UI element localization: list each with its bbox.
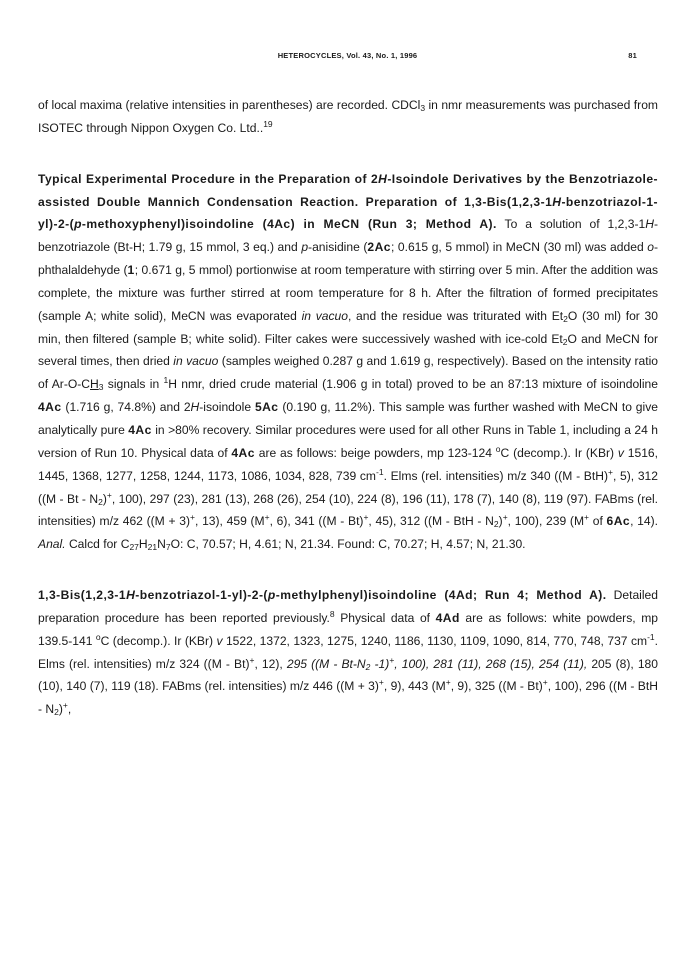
paragraph-procedure-4ad: 1,3-Bis(1,2,3-1H-benzotriazol-1-yl)-2-(p-methylphenyl)isoindoline (4Ad; Run 4; Method A). Detailed preparation procedure has been reported previously.$^8$ Physical data of 4Ad are as follows: white powders, mp 139.5-141 $^o$C (decomp.). Ir (KBr) v 1522, 1372, 1323, 1275, 1240, 1186, 1130, 1109, 1090, 814, 770, 748, 737 $cm^{-1}$. Elms (rel. intensities) m/z 324 ((M - Bt)+, 12), 295 (($M - Bt-N_2$ -1)+, 100), 281 (11), 268 (15), 254 (11), 205 (8), 180 (10), 140 (7), 119 (18). FABms (rel. intensities) m/z 446 ((M + 3)+, 9), 443 (M+, 9), 325 ((M - Bt)+, 100), 296 ((M - BtH - $N_2)^+$, bbox=[38, 588, 659, 718]
reference-marker: 19 bbox=[263, 118, 273, 129]
section-heading-4ad: 1,3-Bis(1,2,3-1H-benzotriazol-1-yl)-2-(p-methylphenyl)isoindoline (4Ad; Run 4; Method A). bbox=[38, 588, 607, 603]
page-body bbox=[38, 94, 658, 721]
paragraph-procedure-4ac: Typical Experimental Procedure in the Preparation of 2H-Isoindole Derivatives by the Benzotriazole-assisted Double Mannich Condensation Reaction. Preparation of 1,3-Bis(1,2,3-1H-benzotriazol-1-yl)-2-(p-methoxyphenyl)isoindoline (4Ac) in MeCN (Run 3; Method A). To a solution of 1,2,3-1H-benzotriazole (Bt-H; 1.79 g, 15 mmol, 3 eq.) and p-anisidine (2Ac; 0.615 g, 5 mmol) in MeCN (30 ml) was added o-phthalaldehyde (1; 0.671 g, 5 mmol) portionwise at room temperature with stirring over 5 min. After the addition was complete, the mixture was further stirred at room temperature for 8 h. After the filtration of formed precipitates (sample A; white solid), MeCN was evaporated in vacuo, and the residue was triturated with $Et_2O$ (30 ml) for 30 min, then filtered (sample B; white solid). Filter cakes were successively washed with ice-cold $Et_2O$ and MeCN for several times, then dried in vacuo (samples weighed 0.287 g and 1.619 g, respectively). Based on the intensity ratio of $Ar-O-CH_3$ signals in $^1$H nmr, dried crude material (1.906 g in total) proved to be an 87:13 mixture of isoindoline 4Ac (1.716 g, 74.8%) and 2H-isoindole 5Ac (0.190 g, 11.2%). This sample was further washed with MeCN to give analytically pure 4Ac in >80% recovery. Similar procedures were used for all other Runs in Table 1, including a 24 h version of Run 10. Physical data of 4Ac are as follows: beige powders, mp 123-124 $^o$C (decomp.). Ir (KBr) v 1516, 1445, 1368, 1277, 1258, 1244, 1173, 1086, 1034, 828, 739 $cm^{-1}$. Elms (rel. intensities) m/z 340 ((M - BtH)+, 5), 312 ((M - Bt - $N_2)^+$, 100), 297 (23), 281 (13), 268 (26), 254 (10), 224 (8), 196 (11), 178 (7), 140 (8), 119 (97). FABms (rel. intensities) m/z 462 ((M + 3)+, 13), 459 (M+, 6), 341 ((M - Bt)+, 45), 312 ((M - BtH - $N_2)^+$, 100), 239 (M+ of 6Ac, 14). Anal. Calcd for $C_{27}H_{21}N_7O$: C, 70.57; H, 4.61; N, 21.34. Found: C, 70.27; H, 4.57; N, 21.30. bbox=[38, 171, 659, 553]
paragraph-intro: of local maxima (relative intensities in parentheses) are recorded. CDCl$_3$ in nmr measurements was purchased from ISOTEC through Nippon Oxygen Co. Ltd..$^{19}$ bbox=[38, 98, 658, 135]
page-number: 81 bbox=[628, 51, 637, 60]
section-heading-4ac: Typical Experimental Procedure in the Preparation of 2H-Isoindole Derivatives by the Benzotriazole-assisted Double Mannich Condensation Reaction. Preparation of 1,3-Bis(1,2,3-1H-benzotriazol-1-yl)-2-(p-methoxyphenyl)isoindoline (4Ac) in MeCN (Run 3; Method A). bbox=[38, 171, 658, 232]
running-header bbox=[0, 51, 695, 65]
running-title: HETEROCYCLES, Vol. 43, No. 1, 1996 bbox=[277, 51, 418, 60]
